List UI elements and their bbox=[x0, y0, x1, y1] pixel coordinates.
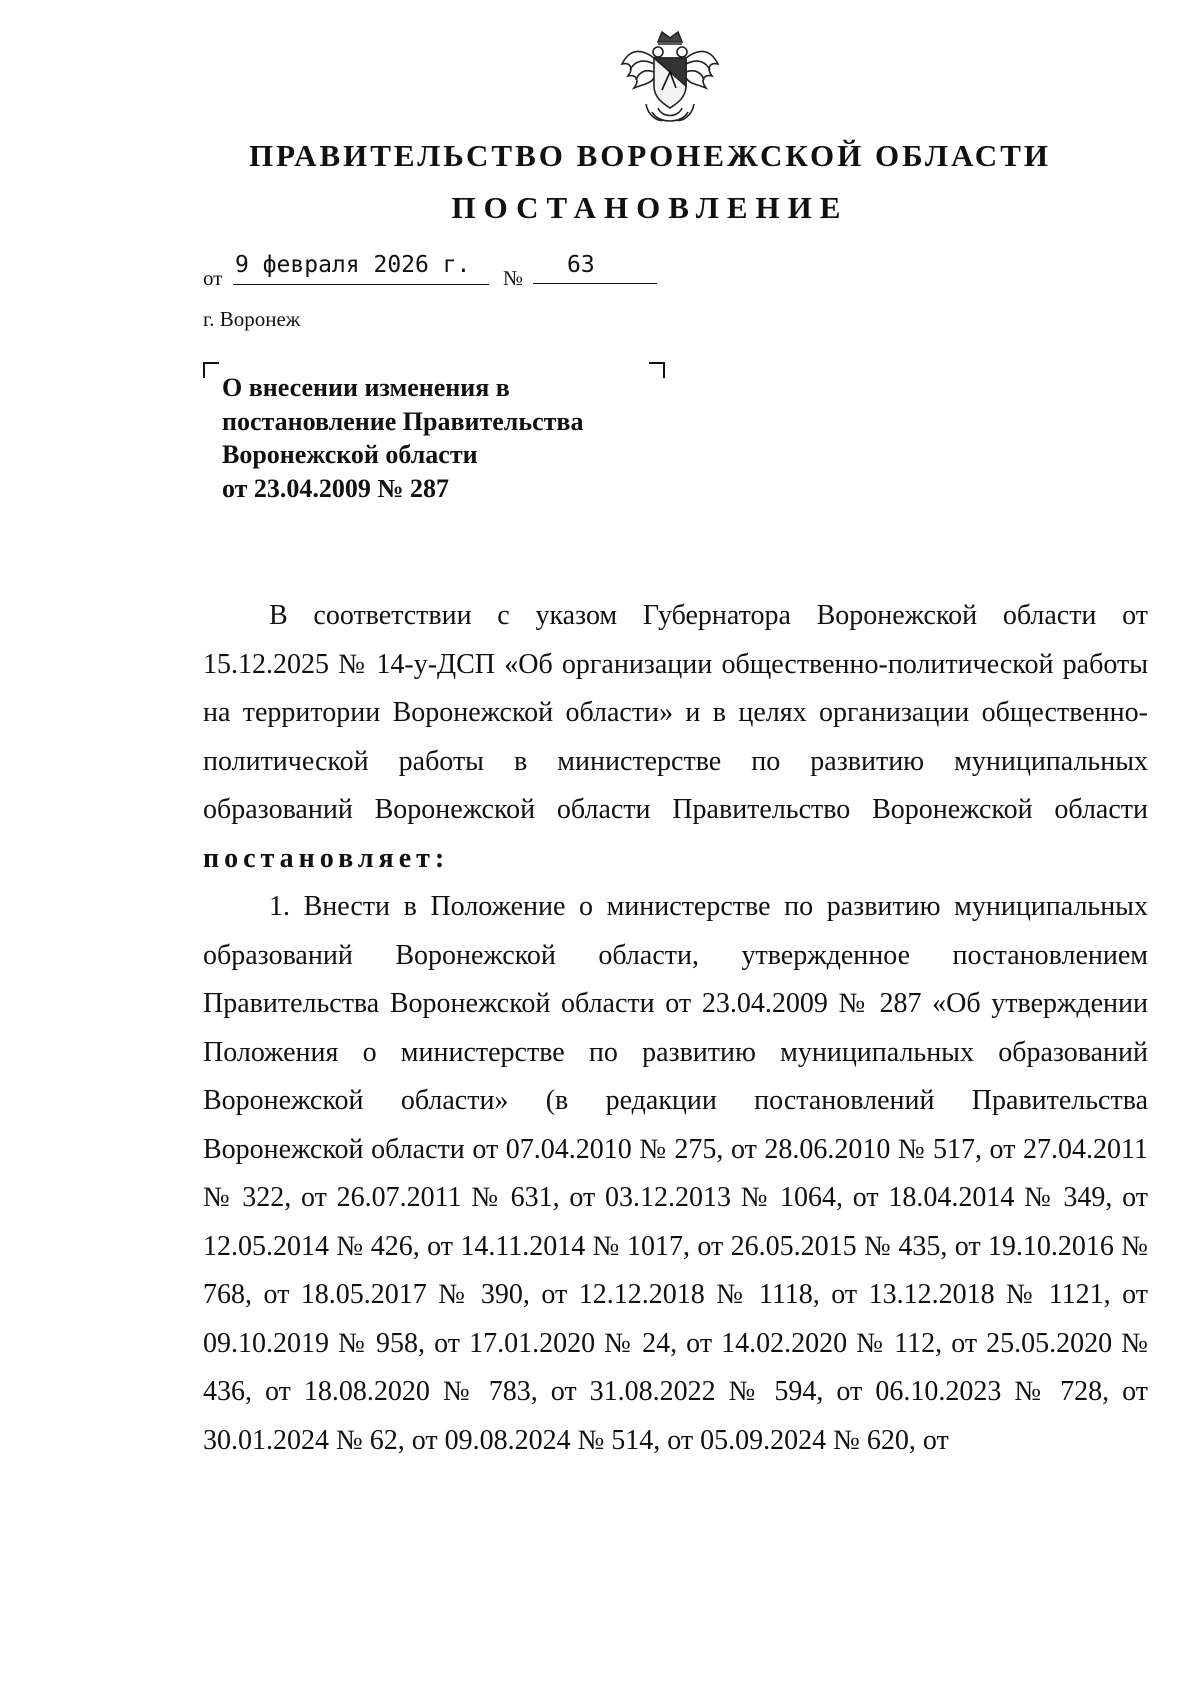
bracket-top-left bbox=[203, 362, 219, 378]
preamble-paragraph bbox=[203, 592, 1148, 883]
city-name: г. Воронеж bbox=[203, 307, 301, 331]
item-1-paragraph: 1. Внести в Положение о министерстве по развитию муниципальных образований Воронежской области, утвержденное постановлением Правительства Воронежской области от 23.04.2009 № 287 «Об утверждении Положения о министерстве по развитию муниципальных образований Воронежской области» (в редакции постановлений Правительства Воронежской области от 07.04.2010 № 275, от 28.06.2010 № 517, от 27.04.2011 № 322, от 26.07.2011 № 631, от 03.12.2013 № 1064, от 18.04.2014 № 349, от 12.05.2014 № 426, от 14.11.2014 № 1017, от 26.05.2015 № 435, от 19.10.2016 № 768, от 18.05.2017 № 390, от 12.12.2018 № 1118, от 13.12.2018 № 1121, от 09.10.2019 № 958, от 17.01.2020 № 24, от 14.02.2020 № 112, от 25.05.2020 № 436, от 18.08.2020 № 783, от 31.08.2022 № 594, от 06.10.2023 № 728, от 30.01.2024 № 62, от 09.08.2024 № 514, от 05.09.2024 № 620, от bbox=[203, 891, 1148, 1456]
document-subject bbox=[222, 371, 662, 505]
subject-line: от 23.04.2009 № 287 bbox=[222, 473, 450, 503]
document-number: 63 bbox=[533, 252, 657, 284]
subject-line: Воронежской области bbox=[222, 440, 478, 469]
document-body bbox=[203, 592, 1148, 1465]
document-type: ПОСТАНОВЛЕНИЕ bbox=[451, 190, 849, 225]
subject-line: постановление Правительства bbox=[222, 406, 584, 436]
subject-line: О внесении изменения в bbox=[222, 373, 510, 402]
document-date: 9 февраля 2026 г. bbox=[233, 252, 489, 285]
government-name: ПРАВИТЕЛЬСТВО ВОРОНЕЖСКОЙ ОБЛАСТИ bbox=[249, 138, 1051, 173]
coat-of-arms-icon bbox=[618, 28, 722, 128]
number-label: № bbox=[503, 266, 524, 290]
decree-word: постановляет: bbox=[203, 842, 450, 874]
date-number-line bbox=[203, 252, 683, 292]
preamble-text: В соответствии с указом Губернатора Воронежской области от 15.12.2025 № 14-у-ДСП «Об организации общественно-политической работы на территории Воронежской области» и в целях организации общественно-политической работы в министерстве по развитию муниципальных образований Воронежской области Правительство Воронежской области bbox=[203, 600, 1148, 825]
from-label: от bbox=[203, 266, 223, 290]
